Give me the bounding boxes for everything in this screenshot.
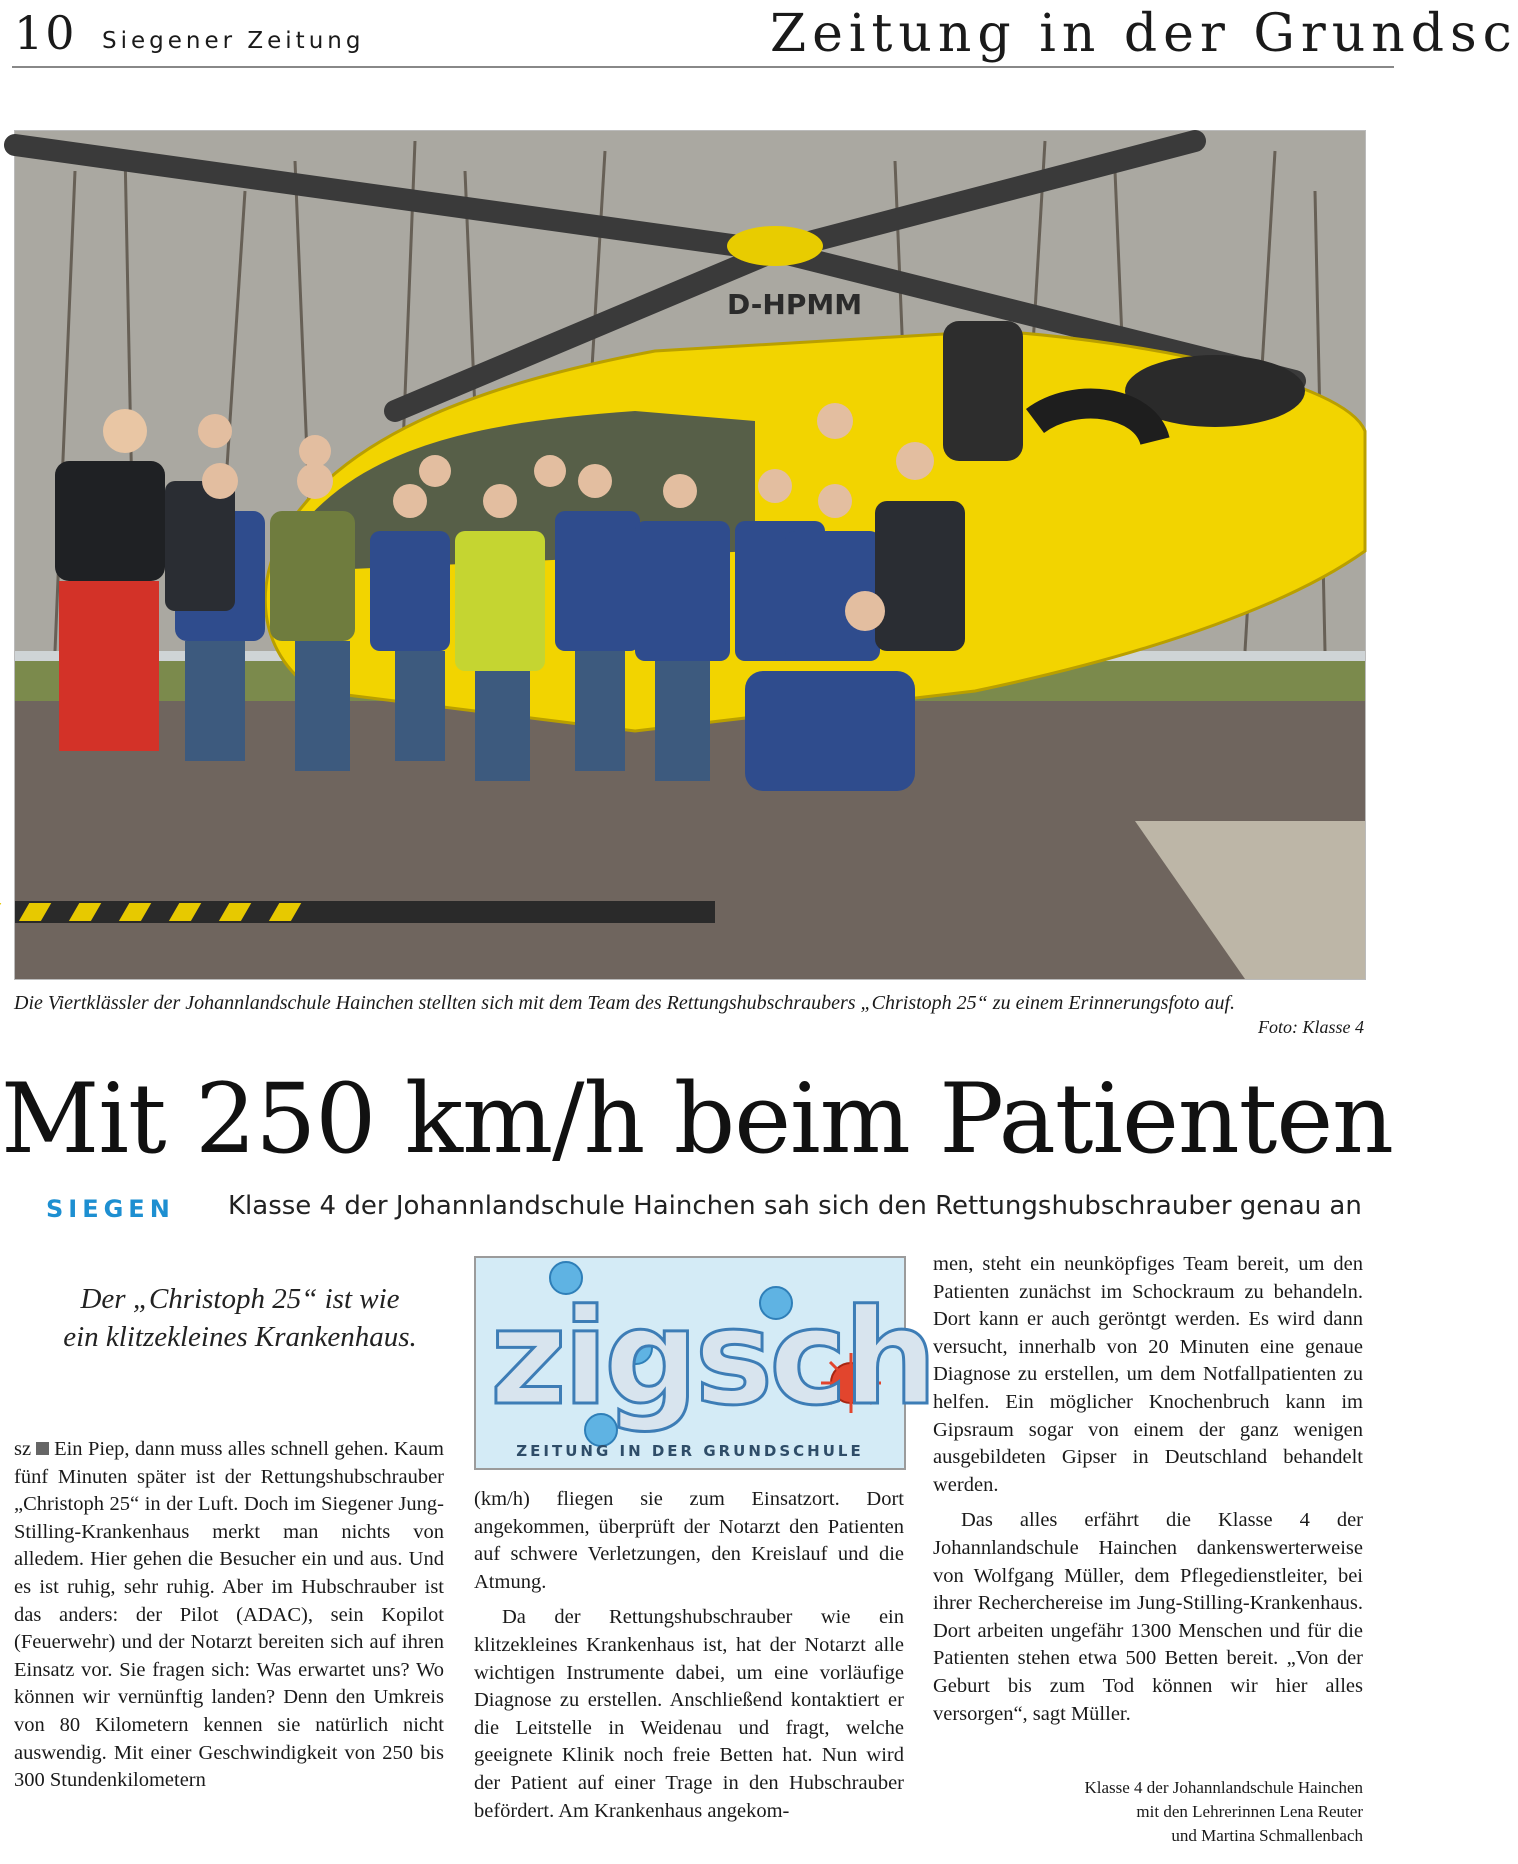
author-tag: sz bbox=[14, 1438, 32, 1460]
zigsch-logo bbox=[474, 1256, 934, 1470]
page-number: 10 bbox=[14, 6, 77, 60]
pull-quote: Der „Christoph 25“ ist wie ein klitzekleines Krankenhaus. bbox=[63, 1283, 417, 1353]
registration-mark: D-HPMM bbox=[727, 288, 863, 321]
article-paragraph: (km/h) fliegen sie zum Einsatzort. Dort angekommen, überprüft der Notarzt den Patienten auf schwere Verletzungen, den Kreislauf und die Atmung. bbox=[474, 1488, 904, 1593]
article-paragraph: Das alles erfährt die Klasse 4 der Johannlandschule Hainchen dankenswerterweise von Wolfgang Müller, dem Pflegedienstleiter, bei ihrer Recherchereise im Jung-Stilling-Krankenhaus. Dort arbeiten ungefähr 1300 Menschen und für die Patienten stehen etwa 500 Betten bereit. „Von der Geburt bis zum Tod können wir hier alles versorgen“, sagt Müller. bbox=[933, 1509, 1363, 1725]
helicopter-group-photo bbox=[15, 131, 1365, 979]
dateline: SIEGEN bbox=[46, 1195, 175, 1223]
article-column-3 bbox=[933, 1251, 1363, 1728]
masthead bbox=[12, 0, 1518, 68]
article-signature bbox=[933, 1776, 1363, 1848]
photo-caption: Die Viertklässler der Johannlandschule Hainchen stellten sich mit dem Team des Rettungshubschraubers „Christoph 25“ zu einem Erinnerungsfoto auf. bbox=[14, 992, 1236, 1014]
article-paragraph: men, steht ein neunköpfiges Team bereit, um den Patienten zunächst im Schockraum zu behandeln. Dort kann er auch geröntgt werden. Es wird dann versucht, innerhalb von 20 Minuten eine genaue Diagnose zu erstellen, um dem Notfallpatienten zu helfen. Ein möglicher Knochenbruch kann im Gipsraum sogar von einem der ganz wenigen ausgebildeten Gipser in Deutschland behandelt werden. bbox=[933, 1253, 1363, 1496]
logo-word: zigsch bbox=[490, 1281, 934, 1435]
newspaper-name: Siegener Zeitung bbox=[102, 28, 365, 54]
article-paragraph: Da der Rettungshubschrauber wie ein klitzekleines Krankenhaus ist, hat der Notarzt alle wichtigen Instrumente dabei, um eine vorläufige Diagnose zu erstellen. Anschließend kontaktiert er die Leitstelle in Weidenau und fragt, welche geeignete Klinik noch freie Betten hat. Nun wird der Patient auf einer Trage in den Hubschrauber befördert. Am Krankenhaus angekom- bbox=[474, 1606, 904, 1822]
author-square-icon bbox=[36, 1442, 49, 1455]
section-title: Zeitung in der Grundsc bbox=[770, 4, 1518, 64]
subheadline: Klasse 4 der Johannlandschule Hainchen sah sich den Rettungshubschrauber genau an bbox=[228, 1191, 1362, 1221]
logo-tagline: ZEITUNG IN DER GRUNDSCHULE bbox=[516, 1442, 864, 1460]
article-column-1 bbox=[14, 1436, 444, 1795]
signature-line: und Martina Schmallenbach bbox=[1171, 1826, 1363, 1845]
headline: Mit 250 km/h beim Patienten bbox=[1, 1063, 1393, 1175]
article-photo bbox=[14, 130, 1366, 980]
signature-line: mit den Lehrerinnen Lena Reuter bbox=[1136, 1802, 1363, 1821]
article-text: Ein Piep, dann muss alles schnell gehen. Kaum fünf Minuten später ist der Rettungshubschrauber „Christoph 25“ in der Luft. Doch im Siegener Jung-Stilling-Krankenhaus merkt man nichts von alledem. Hier gehen die Besucher ein und aus. Und es ist ruhig, sehr ruhig. Aber im Hubschrauber ist das anders: der Pilot (ADAC), sein Kopilot (Feuerwehr) und der Notarzt bereiten sich auf ihren Einsatz vor. Sie fragen sich: Was erwartet uns? Wo können wir vernünftig landen? Denn den Umkreis von 80 Kilometern kennen sie natürlich nicht auswendig. Mit einer Geschwindigkeit von 250 bis 300 Stundenkilometern bbox=[14, 1438, 444, 1792]
signature-line: Klasse 4 der Johannlandschule Hainchen bbox=[1084, 1778, 1363, 1797]
article-column-2 bbox=[474, 1486, 904, 1825]
photo-credit: Foto: Klasse 4 bbox=[1258, 1017, 1364, 1037]
